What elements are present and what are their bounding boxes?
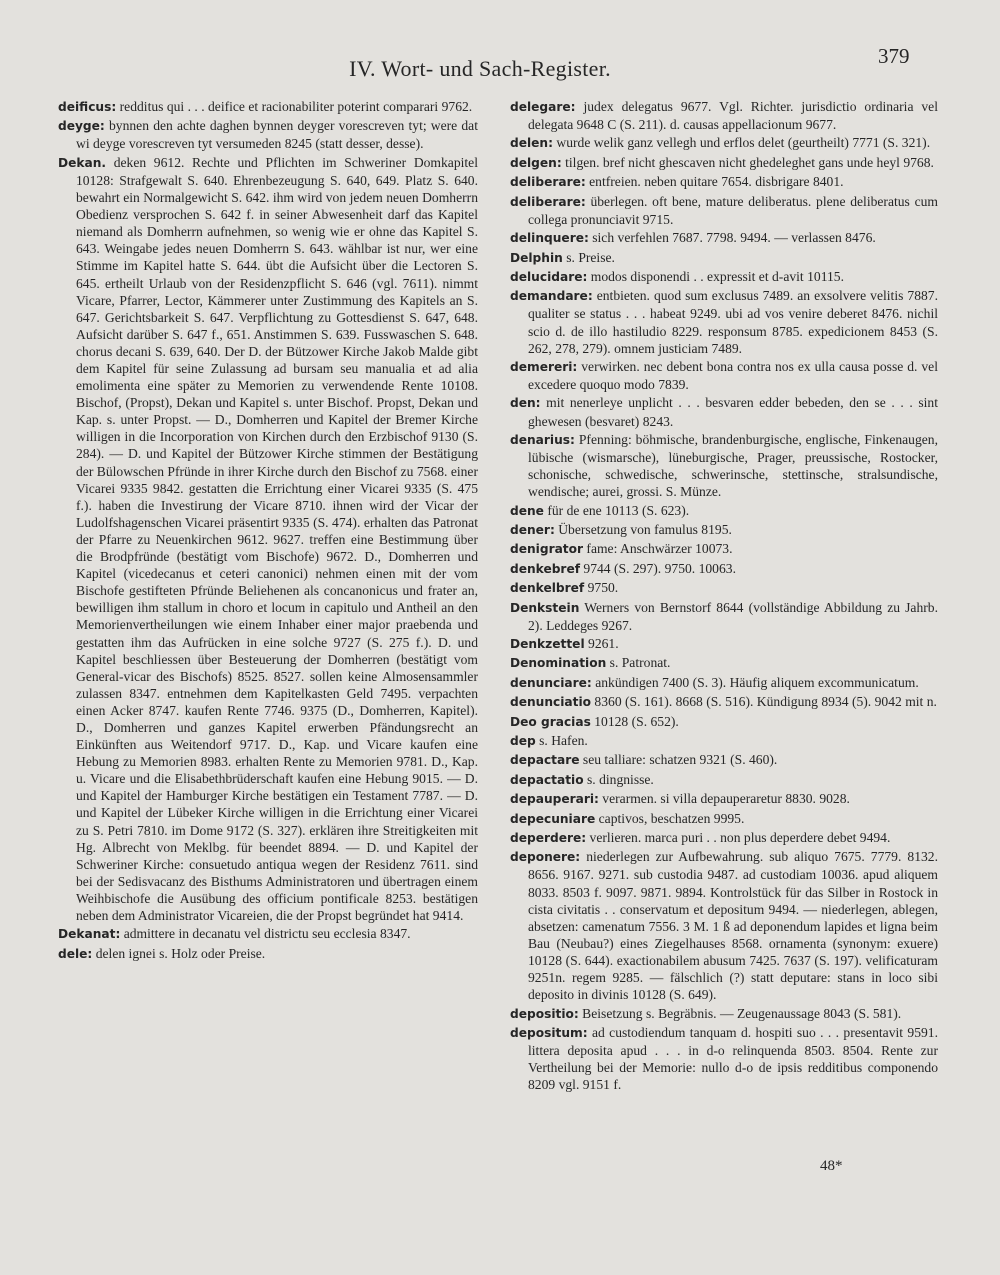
- entry-headword: deliberare:: [510, 194, 586, 209]
- register-entry: [510, 173, 938, 191]
- entry-text: s. Patronat.: [606, 655, 671, 671]
- register-entry: [510, 654, 938, 672]
- register-entry: [510, 154, 938, 172]
- register-entry: [510, 771, 938, 789]
- entry-headword: delen:: [510, 136, 553, 151]
- entry-headword: deperdere:: [510, 830, 587, 845]
- entry-text: deken 9612. Rechte und Pflichten im Schweriner Domkapitel 10128: Strafgewalt S. 640. Ehrenbezeugung S. 640, 649. Platz S. 640. bewahrt ein Normalgewicht S. 642. ihm wird von jedem neuen Domherrn Obedienz versprochen S. 642 f. in seiner Abwesenheit darf das Kapitel niemand als Domherrn aufnehmen, so wenig wie er ohne das Kapitel S. 643. Weingabe jedes neuen Domherrn S. 643. wählbar ist nur, wer eine Stimme im Kapitel hatte S. 644. übt die Aufsicht über die Lectoren S. 645. ertheilt Urlaub von der Residenzpflicht S. 646 (vgl. 7611). nimmt Vicare, Pfarrer, Lector, Kämmerer unter Zustimmung des Kapitels an S. 647. Gerichtsbarkeit S. 647. Verpflichtung zu Gottesdienst S. 647, 648. Aufsicht darüber S. 647 f., 651. Anstimmen S. 639. Fusswaschen S. 648. chorus decani S. 639, 640. Der D. der Bützower Kirche Jakob Malde gibt dem Kapitel für seine Zulassung ad bursam seu manualia et ad alia emolimenta eine später zu Memorien zu verwendende Rente 10108. Bischof, (Propst), Dekan und Kapitel s. unter Bischof. Propst, Dekan und Kap. s. unter Propst. — D., Domherren und Kapitel der Bremer Kirche willigen in die Incorporation von Kirchen durch den Erzbischof 9130 (S. 284). — D. und Kapitel der Bützower Kirche stimmen der Bestätigung der Bülowschen Pfründe in ihrer Kirche durch den Bischof zu 7568. einer Vicarei 9335 9842. gestatten die Errichtung einer Vicarei 9335 (S. 475 f.). haben die Investirung der Vicare 8710. ihnen wird der Vicar der Ludolfshagenschen Vicarei präsentirt 9335 (S. 474). erhalten das Patronat der Pfarre zu Neuenkirchen 9612. 9627. treffen eine Bestimmung über die Brodpfründe (bestätigt vom Bischofe) 9672. D., Domherren und Kapitel (vicedecanus et ceteri canonici) nehmen einen mit der vom Bischofe gestifteten Pfründe Beliehenen als concanonicus und frater an, bewilligen ihm stallum in choro et locum in capitulo und Antheil an den Memorienvertheilungen wie einem Inhaber einer major praebenda und gestatten ihm das Aufrücken in eine solche 9727 (S. 275 f.). D. und Kapitel beschliessen über Besteuerung der Domherren (bestätigt vom General-vicar des Bischofs) 8525. 8527. sollen keine Almosensammler zulassen 8347. entnehmen dem Kapitelkasten Geld 7495. verpachten einen Acker 8747. kaufen Rente 7746. 9375 (D., Domherren, Kapitel). D., Domherren und ganzes Kapitel erwerben Pfändungsrecht an Einkünften aus Weitendorf 9717. D., Kap. und Vicare kaufen eine Hebung zu Memorien 8983. erhalten Rente zu Memorien 9781. D., Kap. u. Vicare und die Elisabethbrüderschaft kaufen eine Hebung 9015. — D. und Kapitel der Hamburger Kirche bestätigen ein Testament 7787. — D. und Kapitel der Lübeker Kirche willigen in die Errichtung einer Vicarei zu S. Petri 7810. im Dome 9172 (S. 327). erklären ihre Streitigkeiten mit Hg. Albrecht von Meklbg. für beendet 8894. — D. und Kapitel der Schweriner Kirche: consuetudo antiqua wegen der Residenz 7611. sind bei der Sedisvacanz des Bisthums Administratoren und übertragen einem Weihbischofe die Ausübung des officium pontificale 8253. bestätigen neben dem Administrator Vicareien, die der Propst begründet hat 9414.: [76, 154, 478, 923]
- entry-headword: Denkstein: [510, 600, 580, 615]
- entry-headword: depactatio: [510, 772, 584, 787]
- register-entry: [510, 829, 938, 847]
- entry-headword: Dekanat:: [58, 927, 121, 942]
- register-entry: [510, 848, 938, 1003]
- register-entry: [510, 732, 938, 750]
- entry-text: verarmen. si villa depauperaretur 8830. 9028.: [598, 791, 850, 807]
- entry-headword: denarius:: [510, 432, 575, 447]
- entry-text: sich verfehlen 7687. 7798. 9494. — verlassen 8476.: [588, 230, 876, 246]
- register-entry: [510, 579, 938, 597]
- register-entry: [58, 925, 478, 943]
- entry-text: s. Preise.: [562, 249, 615, 265]
- entry-text: wurde welik ganz vellegh und erflos delet (geurtheilt) 7771 (S. 321).: [552, 135, 931, 151]
- entry-headword: delucidare:: [510, 269, 588, 284]
- entry-text: verlieren. marca puri . . non plus deperdere debet 9494.: [586, 829, 891, 845]
- register-entry: [510, 674, 938, 692]
- entry-headword: depositio:: [510, 1006, 579, 1021]
- entry-text: 9750.: [584, 580, 619, 596]
- register-entry: [510, 635, 938, 653]
- entry-text: delen ignei s. Holz oder Preise.: [92, 945, 266, 961]
- entry-headword: deliberare:: [510, 175, 586, 190]
- entry-headword: Denkzettel: [510, 637, 585, 652]
- entry-text: s. dingnisse.: [583, 771, 654, 787]
- entry-headword: delinquere:: [510, 231, 589, 246]
- entry-text: tilgen. bref nicht ghescaven nicht ghedeleghet gans unde heyl 9768.: [561, 154, 934, 170]
- page-title: IV. Wort- und Sach-Register.: [349, 56, 611, 81]
- entry-text: niederlegen zur Aufbewahrung. sub aliquo 7675. 7779. 8132. 8656. 9167. 9271. sub custodia 9487. ad custodiam 10036. apud aliquem 8033. 8503 f. 9097. 9871. 9894. Kontrolstück für das Silber in Rostock in cista civitatis . . conservatum et depositum 9494. — niederlegen, ablegen, absetzen: camenatum 7556. 3 M. 1 ß ad deponendum lapides et ligna beim Bau (Neubau?) eines Ziegelhauses 8568. ornamenta (synonym: exuere) 10128 (S. 644). exactionabilem abusum 7425. 7637 (S. 197). velificaturam 9251n. regem 9285. — fälschlich (?) statt deputare: stans in loco sibi deposito in divinis 10128 (S. 649).: [528, 849, 938, 1003]
- entry-text: Pfenning: böhmische, brandenburgische, englische, Finkenaugen, lübische (wismarsche), lüneburgische, Prager, preussische, Rostocker, schonische, schwedische, schwerinsche, stettinsche, stralsundische, wendische; aurei, grossi. S. Münze.: [528, 431, 938, 500]
- register-entry: [58, 117, 478, 152]
- entry-text: judex delegatus 9677. Vgl. Richter. jurisdictio ordinaria vel delegata 9648 C (S. 211). d. causas appellacionum 9677.: [528, 99, 938, 133]
- entry-headword: denkebref: [510, 561, 581, 576]
- entry-headword: dener:: [510, 523, 555, 538]
- register-entry: [510, 810, 938, 828]
- entry-text: mit nenerleye unplicht . . . besvaren edder bebeden, den se . . . sint ghewesen (besvaret) 8243.: [528, 395, 938, 429]
- entry-headword: depauperari:: [510, 792, 599, 807]
- entry-text: entfreien. neben quitare 7654. disbrigare 8401.: [585, 174, 844, 190]
- entry-text: bynnen den achte daghen bynnen deyger vorescreven tyt; were dat wi deyge vorescreven tyt versumeden 8245 (statt desser, desse).: [76, 118, 478, 152]
- entry-text: modos disponendi . . expressit et d-avit 10115.: [587, 268, 844, 284]
- page-number: 379: [878, 44, 910, 68]
- entry-text: für de ene 10113 (S. 623).: [543, 502, 690, 518]
- signature-mark: 48*: [820, 1158, 843, 1174]
- entry-headword: denunciare:: [510, 675, 592, 690]
- left-column: [58, 98, 478, 964]
- entry-text: überlegen. oft bene, mature deliberatus. plene deliberatus cum collega pronunciavit 9715.: [528, 193, 938, 227]
- entry-text: ankündigen 7400 (S. 3). Häufig aliquem excommunicatum.: [591, 674, 919, 690]
- register-entry: [510, 1024, 938, 1093]
- register-entry: [510, 358, 938, 393]
- entry-text: fame: Anschwärzer 10073.: [583, 541, 733, 557]
- register-entry: [510, 268, 938, 286]
- register-entry: [58, 98, 478, 116]
- register-entry: [58, 945, 478, 963]
- entry-headword: depactare: [510, 753, 580, 768]
- entry-headword: demereri:: [510, 359, 578, 374]
- register-entry: [510, 540, 938, 558]
- register-entry: [510, 713, 938, 731]
- register-entry: [510, 287, 938, 356]
- register-entry: [510, 98, 938, 133]
- entry-headword: Dekan.: [58, 155, 107, 170]
- entry-text: Werners von Bernstorf 8644 (vollständige Abbildung zu Jahrb. 2). Leddeges 9267.: [528, 599, 938, 633]
- entry-text: verwirken. nec debent bona contra nos ex ulla causa posse d. vel excedere quoquo modo 7839.: [528, 358, 938, 393]
- register-entry: [510, 502, 938, 520]
- entry-headword: deyge:: [58, 119, 105, 134]
- entry-headword: Denomination: [510, 656, 607, 671]
- register-entry: [510, 134, 938, 152]
- entry-headword: demandare:: [510, 289, 593, 304]
- entry-text: Übersetzung von famulus 8195.: [554, 522, 732, 538]
- register-entry: [510, 229, 938, 247]
- entry-headword: dele:: [58, 946, 93, 961]
- register-entry: [510, 394, 938, 429]
- register-entry: [510, 790, 938, 808]
- entry-headword: Delphin: [510, 250, 563, 265]
- entry-headword: dep: [510, 734, 536, 749]
- register-entry: [510, 560, 938, 578]
- register-entry: [510, 693, 938, 711]
- entry-text: 10128 (S. 652).: [590, 713, 679, 729]
- entry-text: Beisetzung s. Begräbnis. — Zeugenaussage 8043 (S. 581).: [578, 1005, 902, 1021]
- register-entry: [510, 249, 938, 267]
- entry-text: admittere in decanatu vel districtu seu ecclesia 8347.: [120, 926, 411, 942]
- entry-text: entbieten. quod sum exclusus 7489. an exsolvere velitis 7887. qualiter se status . . . habeat 9249. ubi ad vos venire deberet 8476. nichil scio d. de illo hastiludio 8229. responsum 8785. expedicionem 8453 (S. 262, 278, 279). omnem justiciam 7489.: [528, 288, 938, 356]
- entry-headword: Deo gracias: [510, 714, 591, 729]
- entry-text: 8360 (S. 161). 8668 (S. 516). Kündigung 8934 (5). 9042 mit n.: [591, 694, 937, 710]
- entry-text: captivos, beschatzen 9995.: [595, 810, 745, 826]
- entry-headword: den:: [510, 396, 541, 411]
- entry-text: redditus qui . . . deifice et racionabiliter poterint comparari 9762.: [116, 99, 473, 114]
- entry-text: seu talliare: schatzen 9321 (S. 460).: [579, 752, 778, 768]
- register-entry: [510, 1005, 938, 1023]
- right-column: [510, 98, 938, 1095]
- entry-text: ad custodiendum tanquam d. hospiti suo . . . presentavit 9591. littera deposita apud . . . in d-o relinquenda 8503. 8504. Rente zur Vertheilung bei der Memorie: nullo d-o de ipsis redditibus componendo 8209 vgl. 9151 f.: [528, 1024, 938, 1093]
- entry-headword: denunciatio: [510, 695, 592, 710]
- register-entry: [510, 599, 938, 634]
- entry-headword: depecuniare: [510, 811, 596, 826]
- entry-headword: delegare:: [510, 100, 576, 114]
- register-entry: [510, 193, 938, 228]
- entry-text: 9744 (S. 297). 9750. 10063.: [580, 560, 736, 576]
- entry-text: s. Hafen.: [535, 733, 588, 749]
- entry-headword: denkelbref: [510, 581, 585, 596]
- register-entry: [510, 431, 938, 500]
- entry-headword: dene: [510, 503, 544, 518]
- register-entry: [58, 154, 478, 924]
- entry-headword: deificus:: [58, 100, 117, 114]
- entry-text: 9261.: [584, 636, 619, 652]
- entry-headword: depositum:: [510, 1025, 588, 1040]
- entry-headword: deponere:: [510, 850, 581, 865]
- entry-headword: delgen:: [510, 155, 562, 170]
- entry-headword: denigrator: [510, 542, 584, 557]
- register-entry: [510, 751, 938, 769]
- register-entry: [510, 521, 938, 539]
